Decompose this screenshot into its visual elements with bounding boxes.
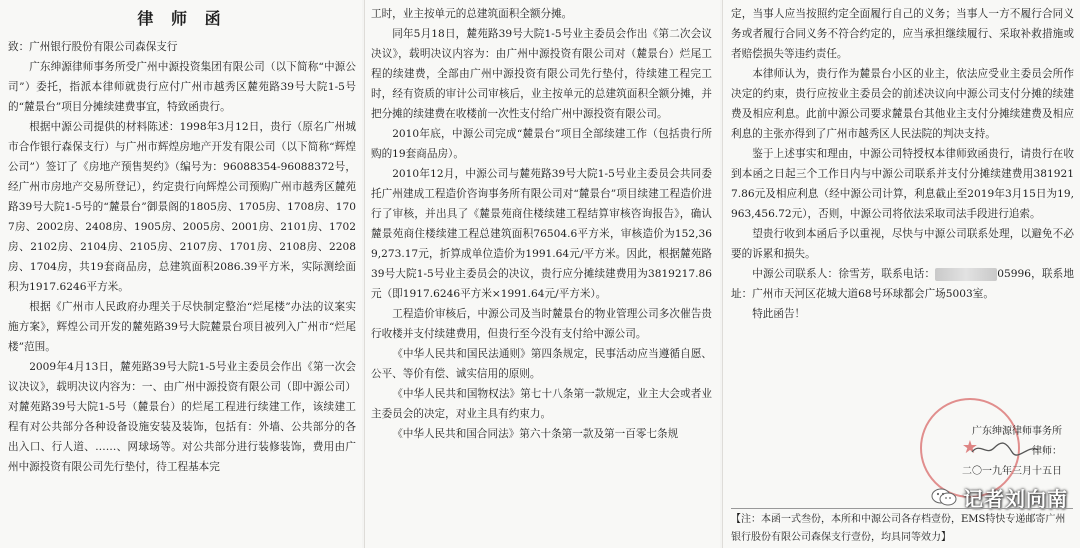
contact-suffix: 05996，联系地址：广州市天河区花城大道68号环球都会广场5003室。 bbox=[731, 268, 1075, 300]
paragraph: 广东绅源律师事务所受广州中源投资集团有限公司（以下简称“中源公司”）委托，指派本律师就贵行应付广州市越秀区麓苑路39号大院1-5号的“麓景台”项目分摊续建费事宜，特致函贵行。 bbox=[8, 61, 356, 113]
signature-block bbox=[912, 422, 1062, 482]
signature-firm: 广东绅源律师事务所 bbox=[972, 426, 1062, 437]
paragraph: 《中华人民共和国合同法》第六十条第一款及第一百零七条规 bbox=[392, 428, 679, 440]
paragraph: 同年5月18日，麓苑路39号大院1-5号业主委员会作出《第二次会议决议》，载明决议内容为：由广州中源投资有限公司对（麓景台）烂尾工程的续建费，全部由广州中源投资有限公司先行垫付，待续建工程完工时，经有资质的审计公司审核后，业主按单元的总建筑面积全额分摊，并把分摊的续建费在收楼前一次性支付给广州中源投资有限公司。 bbox=[371, 28, 712, 120]
letter-page-left bbox=[0, 0, 362, 548]
paragraph: 2009年4月13日，麓苑路39号大院1-5号业主委员会作出《第一次会议决议》，载明决议内容为：一、由广州中源投资有限公司（即中源公司）对麓苑路39号大院1-5号（麓景台）的烂尾工程进行续建工作，该续建工程有对公共部分各种设备设施安装及装饰，包括有：外墙、公共部分的各出入口、行人道、……、网球场等。对公共部分进行装修装饰，费用由广州中源投资有限公司先行垫付，待工程基本完 bbox=[8, 361, 356, 473]
paragraph: 根据中源公司提供的材料陈述：1998年3月12日，贵行（原名广州城市合作银行森保支行）与广州市辉煌房地产开发有限公司（以下简称“辉煌公司”）签订了《房地产预售契约》（编号为：96088354-96088372号，经广州市房地产交易所登记），约定贵行向辉煌公司预购广州市越秀区麓苑路39号大院1-5号的“麓景台”御景阁的1805房、1705房、1708房、1707房、2002房、2408房、1905房、2005房、2001房、2101房、1702房、2102房、2104房、2105房、2107房、1701房、2108房、2208房、1704房，共19套商品房，总建筑面积2086.39平方米，实际测绘面积为1917.6246平方米。 bbox=[8, 121, 356, 293]
paragraph: 根据《广州市人民政府办理关于尽快制定整治“烂尾楼”办法的议案实施方案》，辉煌公司开发的麓苑路39号大院麓景台项目被列入广州市“烂尾楼”范围。 bbox=[8, 301, 356, 353]
paragraph: 《中华人民共和国民法通则》第四条规定，民事活动应当遵循自愿、公平、等价有偿、诚实信用的原则。 bbox=[371, 348, 712, 380]
signature-lawyer: 律师： bbox=[1032, 446, 1062, 457]
redacted-phone bbox=[935, 268, 997, 281]
watermark-text: 记者刘向南 bbox=[963, 486, 1068, 511]
wechat-watermark bbox=[931, 484, 1068, 510]
contact-paragraph bbox=[731, 264, 1074, 304]
paragraph: 工时，业主按单元的总建筑面积全额分摊。 bbox=[371, 8, 573, 20]
paragraph: 鉴于上述事实和理由，中源公司特授权本律师致函贵行，请贵行在收到本函之日起三个工作日内与中源公司联系并支付分摊续建费用3819217.86元及相应利息（经中源公司计算，利息截止至2019年3月15日为19,963,456.72元），否则，中源公司将依法采取司法手段进行追索。 bbox=[731, 148, 1074, 220]
closing: 特此函告！ bbox=[752, 308, 806, 320]
letter-page-right bbox=[722, 0, 1080, 548]
letter-title: 律 师 函 bbox=[137, 9, 227, 28]
wechat-icon bbox=[931, 487, 957, 507]
paragraph: 定，当事人应当按照约定全面履行自己的义务；当事人一方不履行合同义务或者履行合同义务不符合约定的，应当承担继续履行、采取补救措施或者赔偿损失等违约责任。 bbox=[731, 8, 1074, 60]
letter-page-middle bbox=[364, 0, 720, 548]
addressee: 致：广州银行股份有限公司森保支行 bbox=[8, 41, 178, 53]
signature-date: 二〇一九年三月十五日 bbox=[962, 466, 1062, 477]
paragraph: 望贵行收到本函后予以重视，尽快与中源公司联系处理，以避免不必要的诉累和损失。 bbox=[731, 228, 1074, 260]
seal-star-icon: ★ bbox=[961, 437, 979, 458]
paragraph: 工程造价审核后，中源公司及当时麓景台的物业管理公司多次催告贵行收楼并支付续建费用，但贵行至今没有支付给中源公司。 bbox=[371, 308, 712, 340]
paragraph: 2010年12月，中源公司与麓苑路39号大院1-5号业主委员会共同委托广州建成工程造价咨询事务所有限公司对“麓景台”项目续建工程造价进行了审核，并出具了《麓景苑商住楼续建工程结算审核咨询报告》，确认麓景苑商住楼续建工程总建筑面积76504.6平方米，审核造价为152,369,273.17元，折算成单位造价为1991.64元/平方米。因此，根据麓苑路39号大院1-5号业主委员会的决议，贵行应分摊续建费用为3819217.86元（即1917.6246平方米×1991.64元/平方米）。 bbox=[371, 168, 712, 300]
footnote: 【注：本函一式叁份，本所和中源公司各存档壹份，EMS特快专递邮寄广州银行股份有限公司森保支行壹份，均具同等效力】 bbox=[731, 508, 1073, 546]
contact-prefix: 中源公司联系人：徐雪芳，联系电话： bbox=[752, 268, 936, 280]
paragraph: 《中华人民共和国物权法》第七十八条第一款规定，业主大会或者业主委员会的决定，对业主具有约束力。 bbox=[371, 388, 712, 420]
paragraph: 本律师认为，贵行作为麓景台小区的业主，依法应受业主委员会所作决定的约束，贵行应按业主委员会的前述决议向中源公司支付分摊的续建费及相应利息。此前中源公司要求麓景台其他业主支付分摊续建费及相应利息的主张亦得到了广州市越秀区人民法院的判决支持。 bbox=[731, 68, 1074, 140]
paragraph: 2010年底，中源公司完成“麓景台”项目全部续建工作（包括贵行所购的19套商品房）。 bbox=[371, 128, 712, 160]
